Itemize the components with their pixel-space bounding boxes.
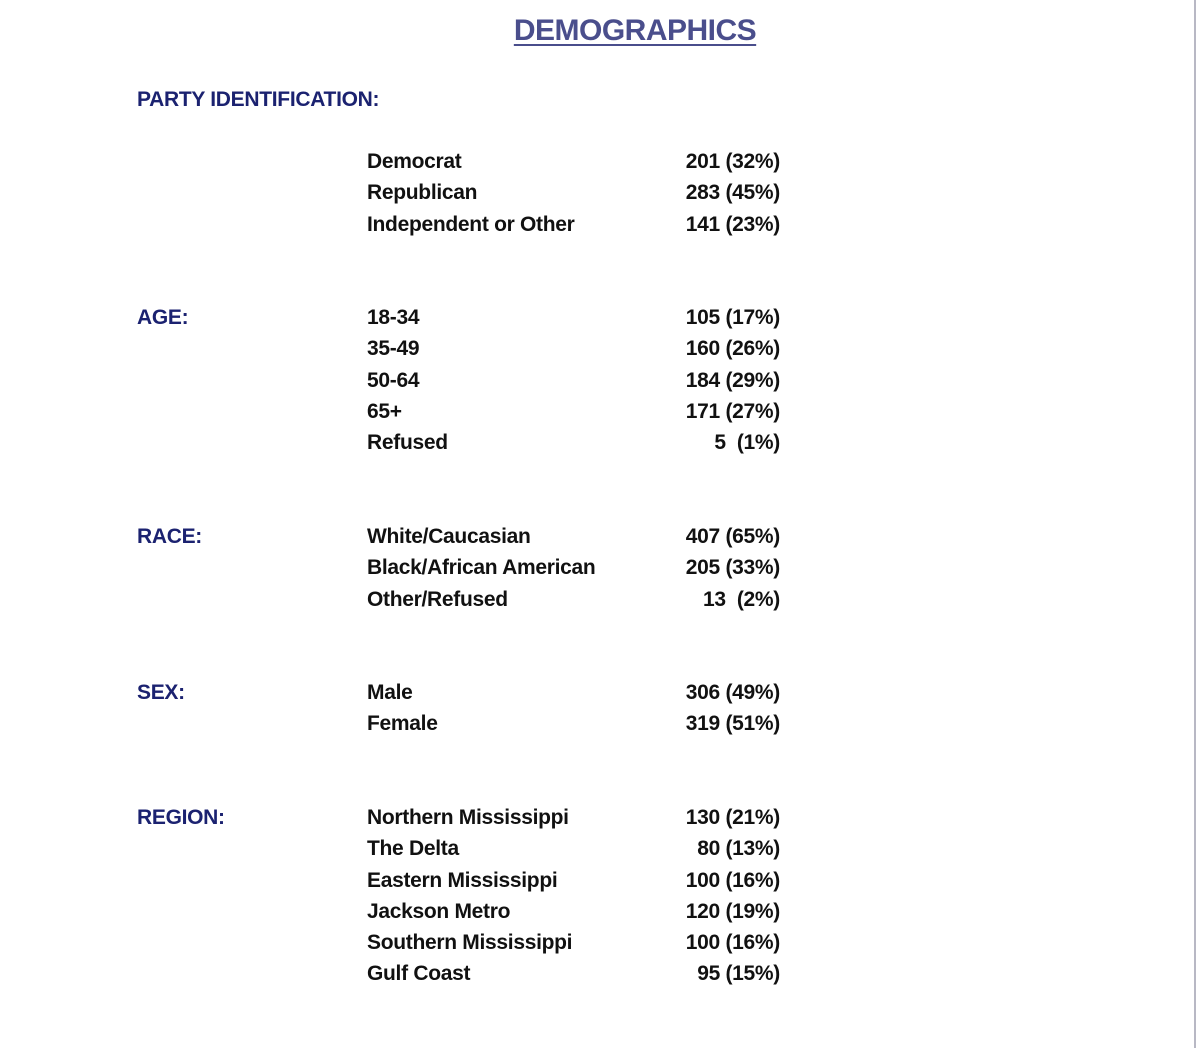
section-rows: [0, 525, 1190, 619]
row-value: 100 (16%): [685, 868, 780, 892]
row-value: 13 (2%): [703, 587, 780, 611]
row-label: Independent or Other: [367, 212, 575, 236]
table-row: [0, 681, 1190, 712]
table-row: [0, 900, 1190, 931]
section-rows: [0, 306, 1190, 462]
row-label: Black/African American: [367, 556, 596, 580]
row-value: 306 (49%): [685, 681, 780, 704]
row-value: 130 (21%): [685, 806, 780, 829]
row-value: 171 (27%): [685, 399, 780, 423]
row-label: White/Caucasian: [367, 525, 531, 548]
row-value: 160 (26%): [685, 337, 780, 361]
section-label: SEX:: [137, 681, 185, 704]
row-label: Southern Mississippi: [367, 931, 573, 955]
section-label: REGION:: [137, 806, 225, 829]
section-rows: [0, 150, 1190, 244]
section-rows: [0, 806, 1190, 994]
row-label: 50-64: [367, 368, 420, 392]
row-value: 120 (19%): [685, 899, 780, 923]
row-value: 105 (17%): [685, 306, 780, 329]
table-row: [0, 837, 1190, 868]
row-value: 407 (65%): [685, 525, 780, 548]
row-value: 319 (51%): [685, 712, 780, 736]
row-label: 65+: [367, 399, 402, 423]
table-row: [0, 556, 1190, 587]
table-row: [0, 213, 1190, 244]
table-row: [0, 962, 1190, 993]
table-row: [0, 337, 1190, 368]
table-row: [0, 869, 1190, 900]
row-label: Northern Mississippi: [367, 806, 569, 829]
table-row: [0, 712, 1190, 743]
row-value: 201 (32%): [685, 150, 780, 173]
row-value: 141 (23%): [685, 212, 780, 236]
row-label: Refused: [367, 431, 448, 455]
row-label: Gulf Coast: [367, 962, 471, 986]
section-rows: [0, 681, 1190, 744]
section-label: RACE:: [137, 525, 202, 548]
row-value: 80 (13%): [697, 837, 780, 861]
row-label: 18-34: [367, 306, 420, 329]
row-value: 205 (33%): [685, 556, 780, 580]
row-label: Democrat: [367, 150, 462, 173]
table-row: [0, 150, 1190, 181]
table-row: [0, 806, 1190, 837]
table-row: [0, 431, 1190, 462]
table-row: [0, 931, 1190, 962]
row-label: 35-49: [367, 337, 420, 361]
table-row: [0, 588, 1190, 619]
row-label: Other/Refused: [367, 587, 508, 611]
table-row: [0, 306, 1190, 337]
row-value: 95 (15%): [697, 962, 780, 986]
section-label: PARTY IDENTIFICATION:: [137, 88, 380, 111]
row-label: Republican: [367, 181, 478, 205]
section-label: AGE:: [137, 306, 189, 329]
row-label: Male: [367, 681, 413, 704]
row-value: 100 (16%): [685, 931, 780, 955]
row-label: Jackson Metro: [367, 899, 511, 923]
table-row: [0, 369, 1190, 400]
row-label: Eastern Mississippi: [367, 868, 558, 892]
row-label: Female: [367, 712, 438, 736]
row-value: 184 (29%): [685, 368, 780, 392]
row-value: 5 (1%): [714, 431, 780, 455]
table-row: [0, 181, 1190, 212]
table-row: [0, 400, 1190, 431]
row-value: 283 (45%): [685, 181, 780, 205]
page-title-text: DEMOGRAPHICS: [513, 14, 757, 47]
page-title: [0, 14, 1200, 48]
row-label: The Delta: [367, 837, 459, 861]
table-row: [0, 525, 1190, 556]
